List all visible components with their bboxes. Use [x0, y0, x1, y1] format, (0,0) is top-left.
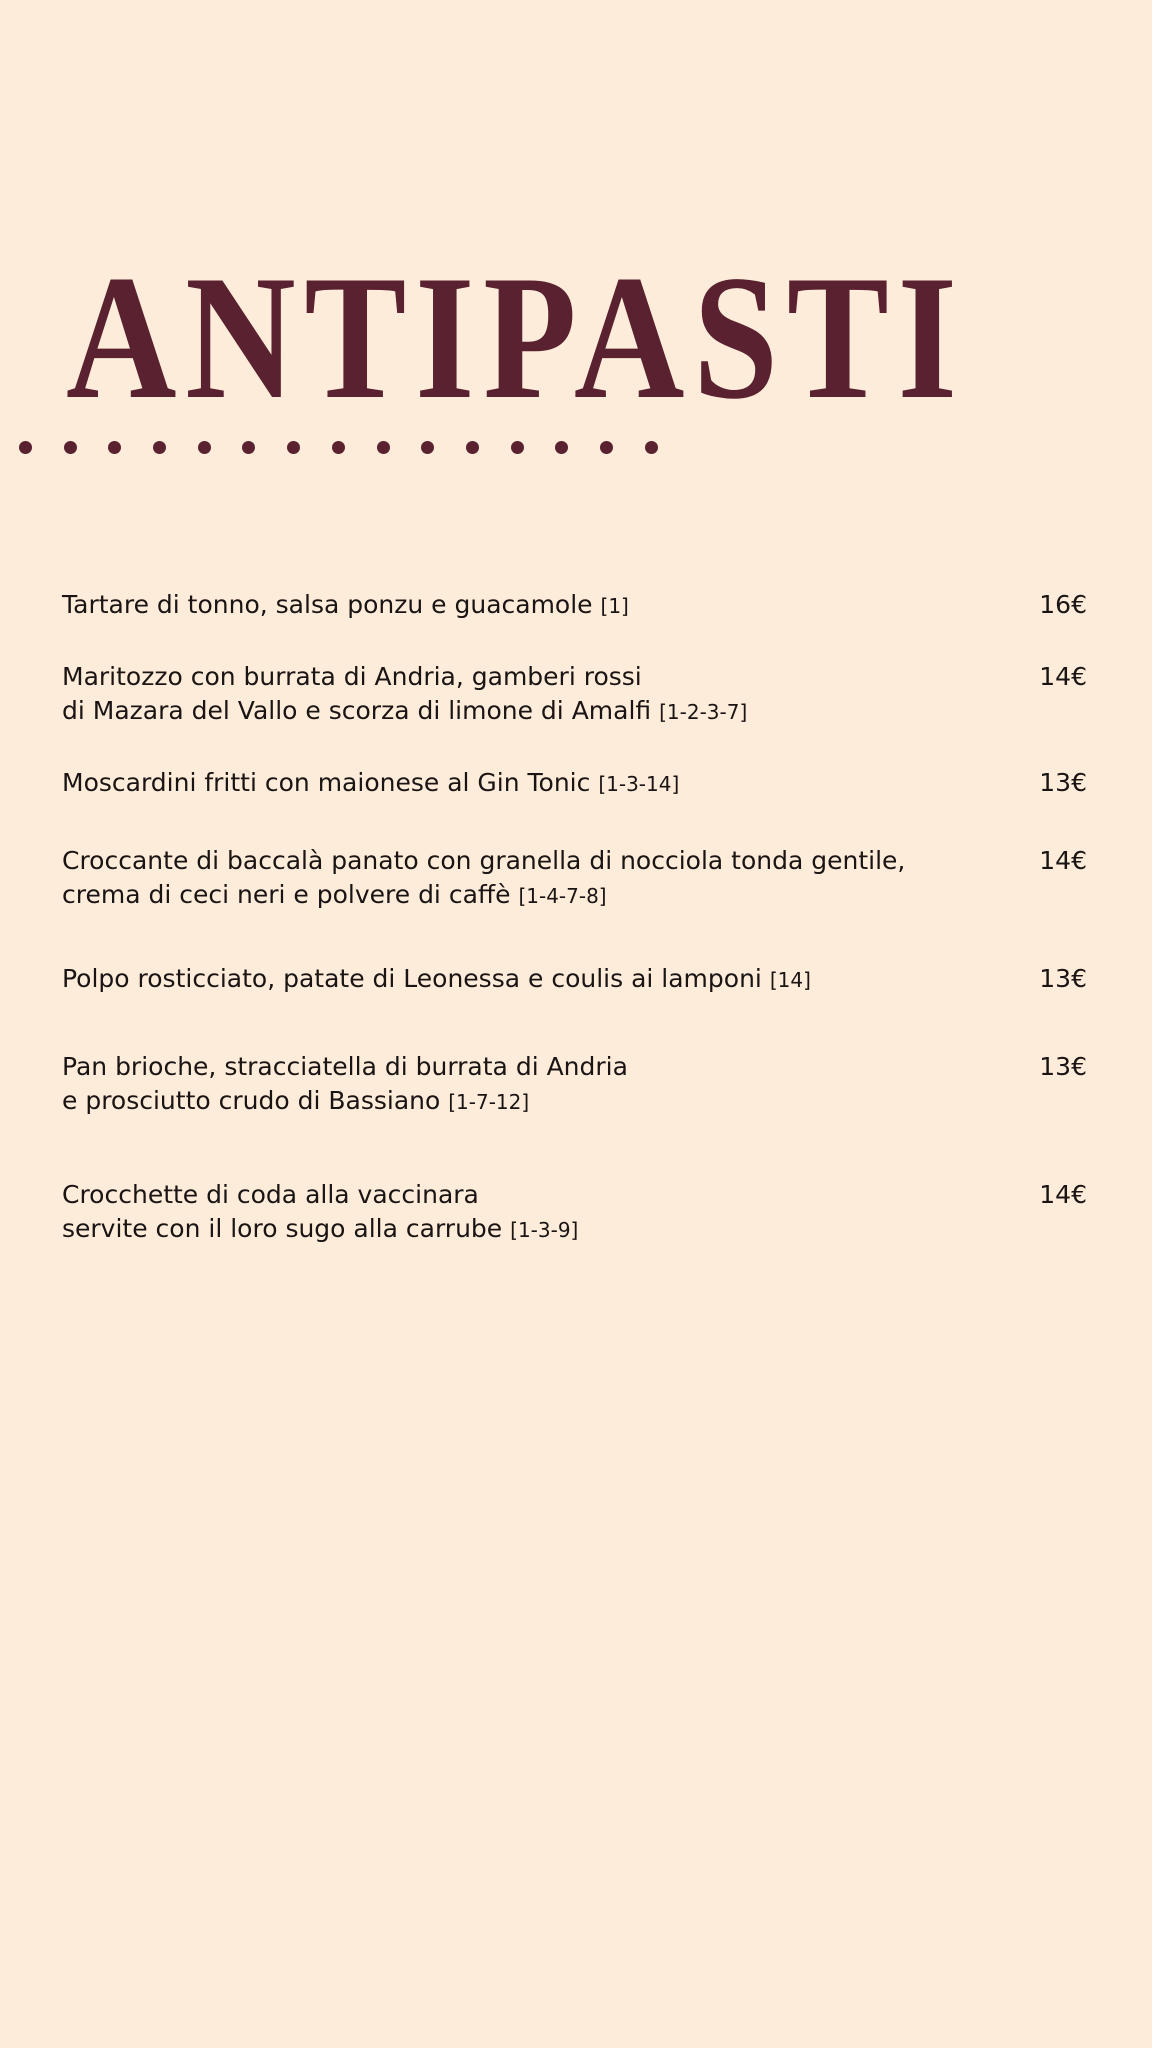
divider-dot [600, 441, 613, 454]
menu-item-text: Tartare di tonno, salsa ponzu e guacamole [62, 590, 593, 619]
divider-dot [198, 441, 211, 454]
menu-item-price: 16€ [1039, 590, 1087, 619]
menu-item-description [62, 588, 1022, 623]
divider-dot [108, 441, 121, 454]
divider-dot [377, 441, 390, 454]
menu-item-line [62, 1084, 1022, 1119]
menu-item-line [62, 766, 1022, 801]
divider-dot [287, 441, 300, 454]
page-title: ANTIPASTI [66, 238, 966, 436]
menu-item-price: 14€ [1039, 1180, 1087, 1209]
menu-item-line: Croccante di baccalà panato con granella di nocciola tonda gentile, [62, 846, 906, 875]
menu-item-line: Maritozzo con burrata di Andria, gamberi rossi [62, 662, 642, 691]
menu-item-price: 13€ [1039, 1052, 1087, 1081]
divider-dot [64, 441, 77, 454]
divider-dot [555, 441, 568, 454]
menu-item-text: Polpo rosticciato, patate di Leonessa e coulis ai lamponi [62, 964, 762, 993]
allergen-codes: [1-2-3-7] [659, 700, 748, 724]
divider-dot [645, 441, 658, 454]
menu-item-price: 14€ [1039, 662, 1087, 691]
menu-item-line [62, 588, 1022, 623]
menu-item-price: 13€ [1039, 964, 1087, 993]
menu-item-price: 14€ [1039, 846, 1087, 875]
divider-dot [19, 441, 32, 454]
allergen-codes: [1-4-7-8] [518, 884, 607, 908]
menu-item-line [62, 878, 1022, 913]
divider-dot [421, 441, 434, 454]
menu-item-line [62, 694, 1022, 729]
menu-item-text: di Mazara del Vallo e scorza di limone di Amalfi [62, 696, 652, 725]
divider-dot [332, 441, 345, 454]
menu-item-price: 13€ [1039, 768, 1087, 797]
menu-item-line [62, 962, 1022, 997]
divider-dot [153, 441, 166, 454]
allergen-codes: [1] [600, 594, 629, 618]
menu-item-text: servite con il loro sugo alla carrube [62, 1214, 503, 1243]
divider-dot [466, 441, 479, 454]
allergen-codes: [1-3-14] [598, 772, 680, 796]
menu-item-description [62, 1178, 1022, 1247]
allergen-codes: [1-3-9] [510, 1218, 579, 1242]
menu-item-text: Moscardini fritti con maionese al Gin Tonic [62, 768, 591, 797]
menu-item-description [62, 1050, 1022, 1119]
dotted-divider [19, 441, 658, 455]
menu-item-description [62, 766, 1022, 801]
menu-item-description [62, 660, 1022, 729]
divider-dot [242, 441, 255, 454]
menu-item-line: Crocchette di coda alla vaccinara [62, 1180, 479, 1209]
menu-item-line: Pan brioche, stracciatella di burrata di Andria [62, 1052, 628, 1081]
allergen-codes: [14] [769, 968, 811, 992]
menu-item-text: crema di ceci neri e polvere di caffè [62, 880, 511, 909]
divider-dot [511, 441, 524, 454]
menu-item-description [62, 962, 1022, 997]
allergen-codes: [1-7-12] [448, 1090, 530, 1114]
menu-item-line [62, 1212, 1022, 1247]
menu-item-text: e prosciutto crudo di Bassiano [62, 1086, 441, 1115]
menu-item-description [62, 844, 1022, 913]
